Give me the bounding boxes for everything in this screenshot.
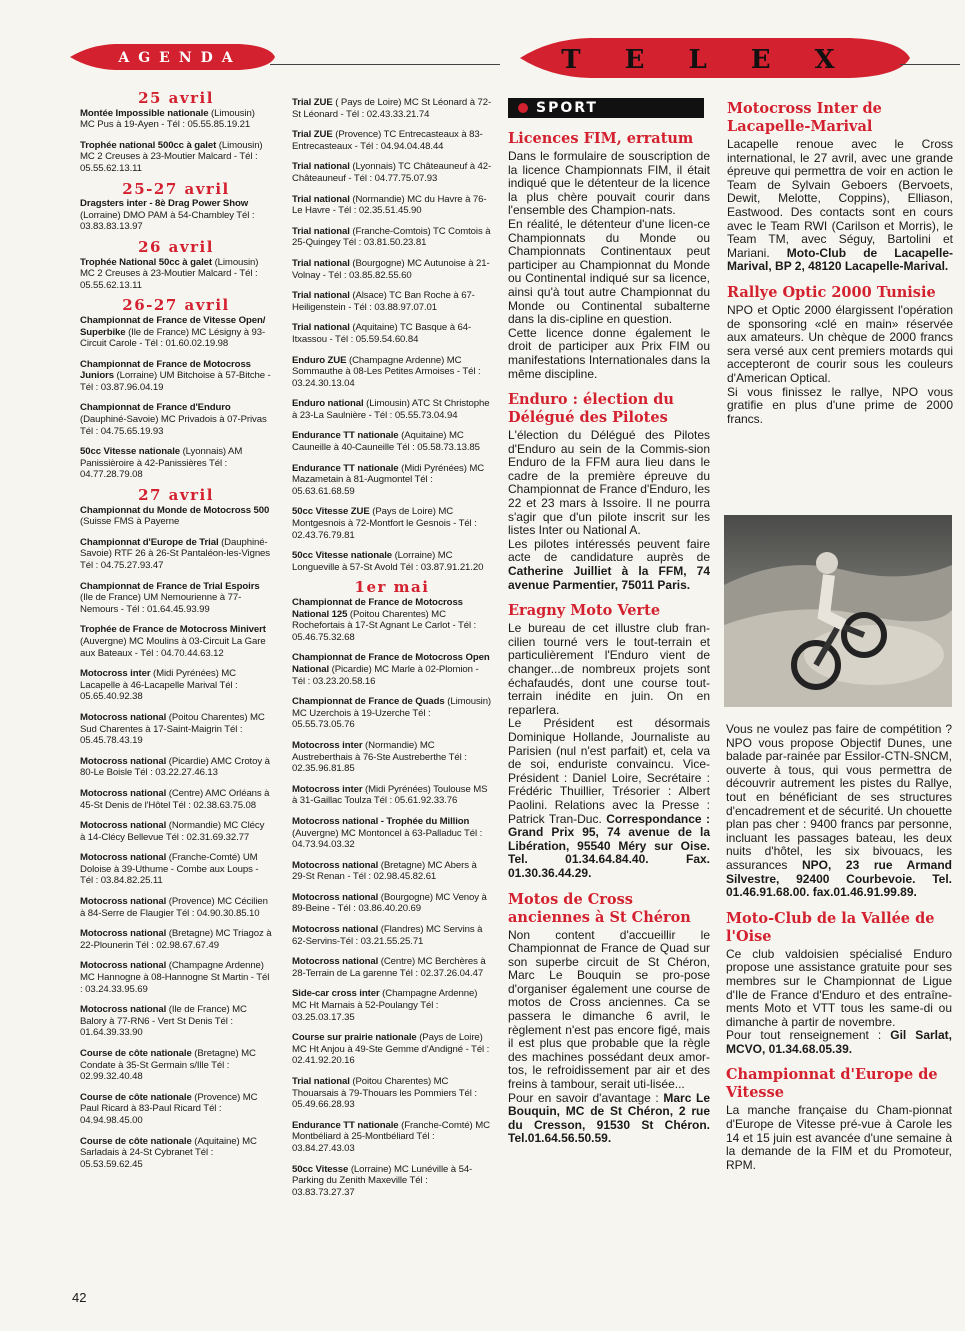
event-details: (Auvergne) MC Moulins à 03-Circuit La Gare aux Bateaux - Tél : 04.70.44.63.12	[80, 635, 266, 659]
sport-label-text: SPORT	[536, 100, 598, 116]
agenda-event	[80, 198, 272, 233]
event-title: 50cc Vitesse	[292, 1163, 349, 1175]
event-title: Enduro national	[292, 398, 364, 410]
agenda-title: AGENDA	[118, 50, 242, 66]
sport-dot-icon	[518, 103, 528, 113]
event-details: (Bretagne) MC Condate à 35-St Germain s/Ille Tél : 02.99.32.40.48	[80, 1048, 256, 1083]
article-paragraph	[726, 723, 952, 900]
telex-column-1	[508, 98, 710, 1156]
agenda-event	[292, 355, 492, 390]
event-details: (Picardie) AMC Crotoy à 80-Le Boisle Tél : 03.22.27.46.13	[80, 755, 270, 779]
event-details: (Bretagne) MC Abers à 29-St Renan - Tél : 02.98.45.82.61	[292, 859, 477, 883]
agenda-event	[80, 756, 272, 779]
article-paragraph	[508, 1092, 710, 1146]
article-title: Licences FIM, erratum	[508, 130, 694, 147]
agenda-event	[292, 1076, 492, 1111]
agenda-event	[80, 359, 272, 394]
article-text: Si vous finissez le rallye, NPO vous gratifie en plus d'une prime de 2000 francs.	[727, 384, 953, 426]
agenda-event	[292, 194, 492, 217]
event-details: (Suisse FMS à Payerne	[80, 516, 180, 528]
article-text: Le Président est désormais Dominique Hollande, Journaliste au Parisien (nul n'est parfait) et, cela va de soi, enduriste convaincu. Vice-Président : Daniel Loire, Secrétaire : Frédéric Thuillier, Trésorier : Albert Paolini. Relations avec la Presse : Patrick Tran-Duc.	[508, 716, 710, 826]
article-text: Le bureau de cet illustre club fran-cilien tourné vers le tout-terrain et particulièrement l'Enduro vient de changer...de nombreux projets sont échafaudés, dont une course tout-terrain inédite en juin. On en reparlera.	[508, 621, 710, 717]
article-text: Non content d'accueillir le Championnat de France de Quad sur son superbe circuit de St Chéron, Marc Le Bouquin se pro-pose d'organiser également une course de motos de Cross anciennes. Ca se passera le dimanche 6 avril, le règlement n'est pas encore figé, mais il est plus que probable que la règle des machines possédant deux amor-tos, le refroidissement par air et des freins à tambour, serait uti-lisée...	[508, 927, 710, 1092]
event-details: (Dauphiné-Savoie) RTF 26 à 26-St Pantaléon-les-Vignes Tél : 04.75.27.93.47	[80, 536, 270, 571]
event-details: (Bourgogne) MC Venoy à 89-Beine - Tél : 03.86.40.20.69	[292, 891, 487, 915]
event-title: Dragsters inter - 8è Drag Power Show	[80, 198, 249, 210]
article-text: La manche française du Cham-pionnat d'Europe de Vitesse pré-vue à Carole les 14 et 15 juin est avancée d'une semaine à la demande de la FIM et du Promoteur, RPM.	[726, 1103, 952, 1172]
article-paragraph	[508, 150, 710, 218]
event-details: (Aquitaine) TC Basque à 64-Itxassou - Tél : 05.59.54.60.84	[292, 322, 472, 345]
agenda-event	[292, 1120, 492, 1155]
event-details: (Picardie) MC Marle à 02-Plomion - Tél : 03.23.20.58.16	[292, 663, 479, 687]
agenda-event	[292, 550, 492, 573]
event-title: Course de côte nationale	[80, 1048, 192, 1059]
event-details: (Provence) TC Entrecasteaux à 83-Entrecasteaux - Tél : 04.94.04.48.44	[292, 129, 483, 152]
event-title: 50cc Vitesse ZUE	[292, 506, 370, 518]
agenda-date-heading: 25 avril	[138, 89, 214, 107]
event-title: Trophée de France de Motocross Minivert	[80, 624, 266, 636]
agenda-event	[292, 652, 492, 687]
event-details: (Lyonnais) TC Châteauneuf à 42-Châteauneuf - Tél : 04.77.75.07.93	[292, 161, 492, 184]
agenda-event	[292, 784, 492, 807]
article-text: Ce club valdoisien spécialisé Enduro propose une assistance gratuite pour ses membres sur le Championnat de Ligue d'Ile de France d'Enduro et des entraîne-ments Moto et VTT tous les same-di ou dimanche à partir de novembre.	[726, 946, 952, 1029]
agenda-event	[80, 788, 272, 811]
article-text: L'élection du Délégué des Pilotes d'Enduro au sein de la Commis-sion Enduro de la FFM aura lieu dans le cadre de la première épreuve du Championnat de France d'Enduro, les 22 et 23 mars à Issoire. Il ne pourra s'agir que d'un pilote inscrit sur les listes Inter ou National A.	[508, 428, 710, 538]
event-details: (Centre) MC Berchères à 28-Terrain de La garenne Tél : 02.37.26.04.47	[292, 956, 486, 979]
event-details: (Midi Pyrénées) MC Mazametain à 81-Augmontel Tél : 05.63.61.68.59	[292, 462, 485, 497]
event-details: (Auvergne) MC Montoncel à 63-Palladuc Tél : 04.73.94.03.32	[292, 827, 483, 851]
event-details: (Lorraine) UM Bitchoise à 57-Bitche - Tél : 03.87.96.04.19	[80, 370, 271, 393]
agenda-rule	[270, 64, 500, 65]
event-title: Motocross national - Trophée du Million	[292, 815, 470, 827]
event-title: Trial national	[292, 1076, 350, 1087]
article-paragraph	[726, 948, 952, 1030]
event-details: (Bretagne) MC Triagoz à 22-Plounerin Tél : 02.98.67.67.49	[80, 928, 272, 951]
telex-banner	[520, 36, 910, 80]
agenda-event	[80, 960, 272, 995]
event-details: (Limousin) MC Pus à 19-Ayen - Tél : 05.55.85.19.21	[80, 107, 255, 131]
agenda-date-heading: 26-27 avril	[122, 296, 230, 315]
event-title: Montée Impossible nationale	[80, 107, 209, 119]
telex-article	[508, 602, 710, 880]
event-details: ( Pays de Loire) MC St Léonard à 72-St Léonard - Tél : 02.43.33.21.74	[292, 97, 492, 120]
event-details: (Normandie) MC du Havre à 76-Le Havre - Tél : 02.35.51.45.90	[292, 193, 487, 217]
event-details: (Provence) MC Cécilien à 84-Serre de Flaugier Tél : 04.90.30.85.10	[80, 896, 268, 919]
agenda-event	[80, 668, 272, 703]
event-title: Motocross national	[80, 896, 167, 908]
event-details: (Champagne Ardenne) MC Sommauthe à 08-Les Petites Armoises - Tél : 03.24.30.13.04	[292, 354, 481, 389]
event-title: Motocross national	[80, 787, 167, 799]
article-contact: Correspondance : Grand Prix 95, 74 avenue de la Libération, 95540 Méry sur Oise. Tel. 01.34.64.84.40. Fax. 01.30.36.44.29.	[508, 811, 710, 880]
event-title: Championnat de France de Trial Espoirs	[80, 580, 260, 592]
event-details: (Normandie) MC Austreberthais à 76-Ste Austreberthe Tél : 02.35.96.81.85	[292, 739, 467, 775]
agenda-date-heading: 26 avril	[138, 237, 214, 256]
event-title: Motocross national	[80, 928, 167, 940]
event-details: (Limousin) MC 2 Creuses à 23-Moutier Malcard - Tél : 05.55.62.13.11	[80, 256, 259, 291]
agenda-event	[80, 257, 272, 292]
agenda-event	[292, 988, 492, 1023]
event-details: (Aquitaine) MC Sarladais à 24-St Cybranet Tél : 05.53.59.62.45	[80, 1135, 257, 1170]
event-details: (Limousin) ATC St Christophe à 23-La Saulnière - Tél : 05.55.73.04.94	[292, 398, 490, 421]
telex-articles-1	[508, 130, 710, 1146]
event-title: Trial national	[292, 257, 350, 269]
event-details: (Limousin) MC Uzerchois à 19-Uzerche Tél : 05.55.73.05.76	[292, 696, 492, 731]
agenda-event	[80, 928, 272, 951]
event-details: (Ile de France) UM Nemourienne à 77-Nemours - Tél : 01.64.45.93.99	[80, 592, 242, 615]
event-details: (Franche-Comté) MC Montbéliard à 25-Montbéliard Tél : 03.84.27.43.03	[292, 1119, 490, 1154]
event-title: Motocross inter	[292, 783, 363, 795]
article-contact: Gil Sarlat, MCVO, 01.34.68.05.39.	[726, 1028, 952, 1056]
agenda-event	[80, 108, 272, 131]
agenda-event	[80, 1092, 272, 1127]
telex-title: TELEX	[561, 45, 879, 75]
event-details: (Poitou Charentes) MC Thouarsais à 79-Thouars les Pommiers Tél : 05.49.66.28.93	[292, 1076, 477, 1111]
article-paragraph	[508, 717, 710, 880]
agenda-event	[292, 696, 492, 731]
telex-rule	[900, 64, 960, 65]
agenda-event	[292, 430, 492, 453]
event-title: Motocross national	[80, 755, 167, 767]
agenda-event	[292, 924, 492, 947]
event-title: Trophée National 50cc à galet	[80, 256, 212, 268]
article-paragraph	[508, 327, 710, 381]
agenda-event	[292, 161, 492, 184]
article-title: Enduro : élection du Délégué des Pilotes	[508, 391, 674, 427]
event-title: Motocross national	[80, 1004, 167, 1016]
article-title: Motos de Cross anciennes à St Chéron	[508, 890, 691, 926]
agenda-event	[80, 820, 272, 843]
event-title: 50cc Vitesse nationale	[292, 550, 393, 562]
agenda-date-heading: 1er mai	[354, 578, 430, 597]
telex-article	[726, 910, 952, 1057]
article-paragraph	[508, 538, 710, 592]
article-paragraph	[508, 622, 710, 717]
event-details: (Bourgogne) MC Autunoise à 21-Volnay - Tél : 03.85.82.55.60	[292, 257, 490, 281]
agenda-event	[80, 1004, 272, 1039]
event-title: Endurance TT nationale	[292, 430, 399, 442]
event-title: Course de côte nationale	[80, 1135, 192, 1147]
telex-article	[508, 130, 710, 381]
event-details: (Ile de France) MC Balory à 77-RN6 - Vert St Denis Tél : 01.64.39.33.90	[80, 1004, 247, 1039]
event-details: (Dauphiné-Savoie) MC Privadois à 07-Privas Tél : 04.75.65.19.93	[80, 414, 267, 437]
agenda-column-2	[292, 97, 492, 1207]
event-details: (Franche-Comté) UM Doloise à 39-Uthume - Combe aux Loups - Tél : 03.84.82.25.11	[80, 852, 259, 887]
telex-article	[508, 891, 710, 1147]
article-text: Les pilotes intéressés peuvent faire acte de candidature auprès de	[508, 536, 710, 565]
agenda-event	[80, 852, 272, 887]
event-details: (Lyonnais) AM Panissièroire à 42-Panissières Tél : 04.77.28.79.08	[80, 446, 243, 481]
article-paragraph	[508, 218, 710, 327]
article-text: Pour tout renseignement :	[726, 1028, 891, 1043]
agenda-event	[80, 712, 272, 747]
agenda-event	[80, 624, 272, 659]
article-paragraph	[508, 429, 710, 538]
article-text: En réalité, le détenteur d'une licen-ce Championnats du Monde ou Championnats Continentaux peut participer au Championnat du Monde ou Continental indiqué sur sa licence, ainsi qu'à tout autre Championnat du Monde ou Continental subalterne dans la dis-cipline en question.	[508, 216, 710, 327]
event-title: Trial national	[292, 193, 350, 205]
event-title: Championnat de France de Vitesse Open/ Superbike	[80, 314, 266, 338]
event-details: (Champagne Ardenne) MC Ht Marnais à 52-Poulangy Tél : 03.25.03.17.35	[292, 988, 478, 1023]
event-details: (Normandie) MC Clécy à 14-Clécy Bellevue Tél : 02.31.69.32.77	[80, 820, 265, 843]
event-details: (Flandres) MC Servins à 62-Servins-Tél : 03.21.55.25.71	[292, 924, 483, 947]
event-title: Championnat de France d'Enduro	[80, 402, 231, 414]
telex-article	[508, 391, 710, 592]
event-title: Trial national	[292, 225, 350, 237]
agenda-event	[292, 892, 492, 915]
event-details: (Midi Pyrénées) MC Lacapelle à 46-Lacapelle Marival Tél : 05.65.40.92.38	[80, 668, 238, 703]
article-contact: NPO, 23 rue Armand Silvestre, 92400 Courbevoie. Tel. 01.46.91.68.00. fax.01.46.91.99.89.	[726, 857, 952, 900]
agenda-event	[80, 140, 272, 175]
event-details: (Provence) MC Paul Ricard à 83-Paul Ricard Tél : 04.94.98.45.00	[80, 1091, 258, 1126]
agenda-event	[292, 398, 492, 421]
agenda-date-heading: 27 avril	[138, 486, 214, 505]
event-details: (Pays de Loire) MC Ht Anjou à 49-Ste Gemme d'Andigné - Tél : 02.41.92.20.16	[292, 1032, 490, 1067]
event-title: Motocross inter	[80, 668, 151, 680]
event-title: Motocross national	[292, 859, 379, 871]
agenda-event	[292, 322, 492, 345]
telex-articles-2a	[727, 100, 953, 436]
event-details: (Midi Pyrénées) Toulouse MS à 31-Gaillac Toulza Tél : 05.61.92.33.76	[292, 783, 488, 807]
page-number: 42	[72, 1290, 87, 1305]
motocross-rider-photo	[724, 515, 952, 707]
article-paragraph	[727, 386, 953, 427]
agenda-event	[80, 896, 272, 919]
article-text: Dans le formulaire de souscription de la licence Championnats FIM, il était indiqué que le détenteur de la licence la plus chère pouvait courir dans l'ensemble des Champion-nats.	[508, 149, 710, 218]
event-title: Championnat de France de Motocross Open National	[292, 652, 490, 675]
telex-article	[726, 1066, 952, 1172]
sport-label	[508, 98, 704, 118]
event-title: Championnat de France de Motocross Juniors	[80, 358, 251, 382]
event-title: Trial national	[292, 290, 350, 302]
article-paragraph	[726, 1104, 952, 1172]
event-title: Trial ZUE	[292, 129, 333, 141]
agenda-event	[292, 816, 492, 851]
agenda-event	[80, 537, 272, 572]
agenda-event	[292, 226, 492, 249]
article-title: Eragny Moto Verte	[508, 602, 661, 620]
event-title: Trial national	[292, 322, 350, 334]
article-paragraph	[727, 304, 953, 386]
telex-articles-2b	[726, 723, 952, 1182]
event-title: Course sur prairie nationale	[292, 1032, 417, 1044]
event-details: (Centre) AMC Orléans à 45-St Denis de l'Hôtel Tél : 02.38.63.75.08	[80, 787, 270, 811]
article-paragraph	[508, 929, 710, 1092]
event-details: (Poitou Charentes) MC Sud Charentes à 17-Saint-Maigrin Tél : 05.45.78.43.19	[80, 711, 265, 747]
event-title: Championnat de France de Quads	[292, 696, 445, 708]
event-title: Motocross national	[292, 924, 379, 936]
agenda-event	[292, 506, 492, 541]
agenda-event	[292, 1032, 492, 1067]
event-details: (Alsace) TC Ban Roche à 67-Heiligenstein - Tél : 03.88.97.07.01	[292, 290, 475, 313]
telex-article	[727, 284, 953, 426]
agenda-event	[292, 290, 492, 313]
event-title: Motocross inter	[292, 739, 363, 751]
event-title: Motocross national	[80, 820, 167, 832]
agenda-event	[80, 315, 272, 350]
event-title: Championnat d'Europe de Trial	[80, 536, 219, 548]
agenda-event	[292, 129, 492, 152]
article-text: Cette licence donne également le droit de participer aux Prix FIM ou manifestations Internationales dans la même discipline.	[508, 325, 710, 381]
agenda-event	[80, 402, 272, 437]
agenda-event	[292, 597, 492, 643]
event-details: (Pays de Loire) MC Montgesnois à 72-Montfort le Gesnois - Tél : 02.43.76.79.81	[292, 506, 477, 541]
event-details: (Franche-Comtois) TC Comtois à 25-Quingey Tél : 03.81.50.23.81	[292, 225, 491, 249]
event-title: Trial ZUE	[292, 97, 333, 108]
event-title: Motocross national	[80, 852, 167, 864]
telex-article	[726, 723, 952, 900]
event-title: Championnat de France de Motocross National 125	[292, 597, 463, 620]
article-contact: Moto-Club de Lacapelle-Marival, BP 2, 48120 Lacapelle-Marival.	[727, 245, 953, 274]
agenda-event	[292, 258, 492, 281]
article-contact: Catherine Juilliet à la FFM, 74 avenue Parmentier, 75011 Paris.	[508, 564, 710, 592]
event-title: Side-car cross inter	[292, 988, 380, 1000]
agenda-event	[80, 1136, 272, 1171]
agenda-event	[80, 1048, 272, 1083]
agenda-event	[292, 1164, 492, 1199]
agenda-event	[292, 97, 492, 120]
agenda-event	[292, 860, 492, 883]
article-title: Rallye Optic 2000 Tunisie	[727, 283, 936, 301]
article-title: Moto-Club de la Vallée de l'Oise	[726, 909, 935, 945]
event-title: Endurance TT nationale	[292, 1119, 399, 1131]
event-title: Motocross national	[292, 956, 379, 968]
telex-article	[727, 100, 953, 274]
article-text: Pour en savoir d'avantage :	[508, 1090, 664, 1105]
agenda-event	[80, 505, 272, 528]
event-details: (Poitou Charentes) MC Rochefortais à 17-St Agnant Le Carlot - Tél : 05.46.75.32.68	[292, 608, 477, 643]
event-details: (Lorraine) DMO PAM à 54-Chambley Tél : 03.83.83.13.97	[80, 209, 255, 233]
article-text: NPO et Optic 2000 élargissent l'opération de sponsoring «clé en main» réservée aux amateurs. Un chèque de 2000 francs sera versé aux cent premiers motards qui accepteront de courir sous les couleurs d'American Optical.	[727, 302, 953, 385]
event-title: Trophée national 500cc à galet	[80, 139, 217, 151]
event-title: Course de côte nationale	[80, 1091, 192, 1103]
event-title: Championnat du Monde de Motocross 500	[80, 504, 270, 516]
agenda-event	[292, 740, 492, 775]
event-title: Endurance TT nationale	[292, 462, 399, 474]
event-details: (Champagne Ardenne) MC Hannogne à 08-Hannogne St Martin - Tél : 03.24.33.95.69	[80, 960, 270, 995]
event-details: (Ile de France) MC Lésigny à 93-Circuit Carole - Tél : 01.60.02.19.98	[80, 326, 266, 350]
event-details: (Lorraine) MC Lunéville à 54-Parking du Zenith Maxeville Tél : 03.83.73.27.37	[292, 1163, 473, 1198]
agenda-event	[292, 956, 492, 979]
event-title: Enduro ZUE	[292, 354, 347, 366]
article-title: Championnat d'Europe de Vitesse	[726, 1066, 938, 1102]
event-title: Motocross national	[80, 960, 167, 972]
event-details: (Limousin) MC 2 Creuses à 23-Moutier Malcard - Tél : 05.55.62.13.11	[80, 139, 263, 174]
article-contact: Marc Le Bouquin, MC de St Chéron, 2 rue du Cresson, 91530 St Chéron. Tel.01.64.56.50.59.	[508, 1090, 710, 1146]
article-paragraph	[727, 138, 953, 274]
event-title: Motocross national	[80, 711, 167, 723]
event-details: (Lorraine) MC Longueville à 57-St Avold Tél : 03.87.91.21.20	[292, 550, 484, 573]
agenda-event	[80, 446, 272, 481]
event-title: 50cc Vitesse nationale	[80, 446, 181, 458]
event-title: Trial national	[292, 161, 350, 173]
agenda-event	[80, 581, 272, 616]
article-text: Lacapelle renoue avec le Cross international, le 27 avril, avec une grande épreuve qui permettra de voir en action le Team de Sylvain Geboers (Bervoets, Dewit, Melotte, Coppins), Elliason, Eastwood. Des contacts sont en cours avec le Team RWI (Carilson et Morris), le Team TM, avec Séguy, Bartolini et Mariani.	[727, 137, 953, 260]
article-title: Motocross Inter de Lacapelle-Marival	[727, 100, 882, 135]
event-title: Motocross national	[292, 891, 379, 903]
agenda-date-heading: 25-27 avril	[122, 179, 230, 198]
event-details: (Aquitaine) MC Cauneille à 40-Cauneille Tél : 05.58.73.13.85	[292, 430, 480, 454]
agenda-column-1	[80, 88, 272, 1179]
agenda-event	[292, 463, 492, 498]
photo-illustration	[724, 515, 952, 707]
agenda-banner	[70, 42, 275, 72]
article-text: Vous ne voulez pas faire de compétition ? NPO vous propose Objectif Dunes, une balade par-rainée par Essilor-CTN-SNCM, ouverte à tous, qui vous permettra de découvrir autrement les pistes du Rallye, tout en bénéficiant de ses structures d'encadrement et de sécurité. Un chouette plan pas cher : 9400 francs par personne, incluant les passages bateau, les deux nuits d'hôtel, les six bivouacs, les assurances	[726, 722, 952, 872]
article-paragraph	[726, 1029, 952, 1056]
